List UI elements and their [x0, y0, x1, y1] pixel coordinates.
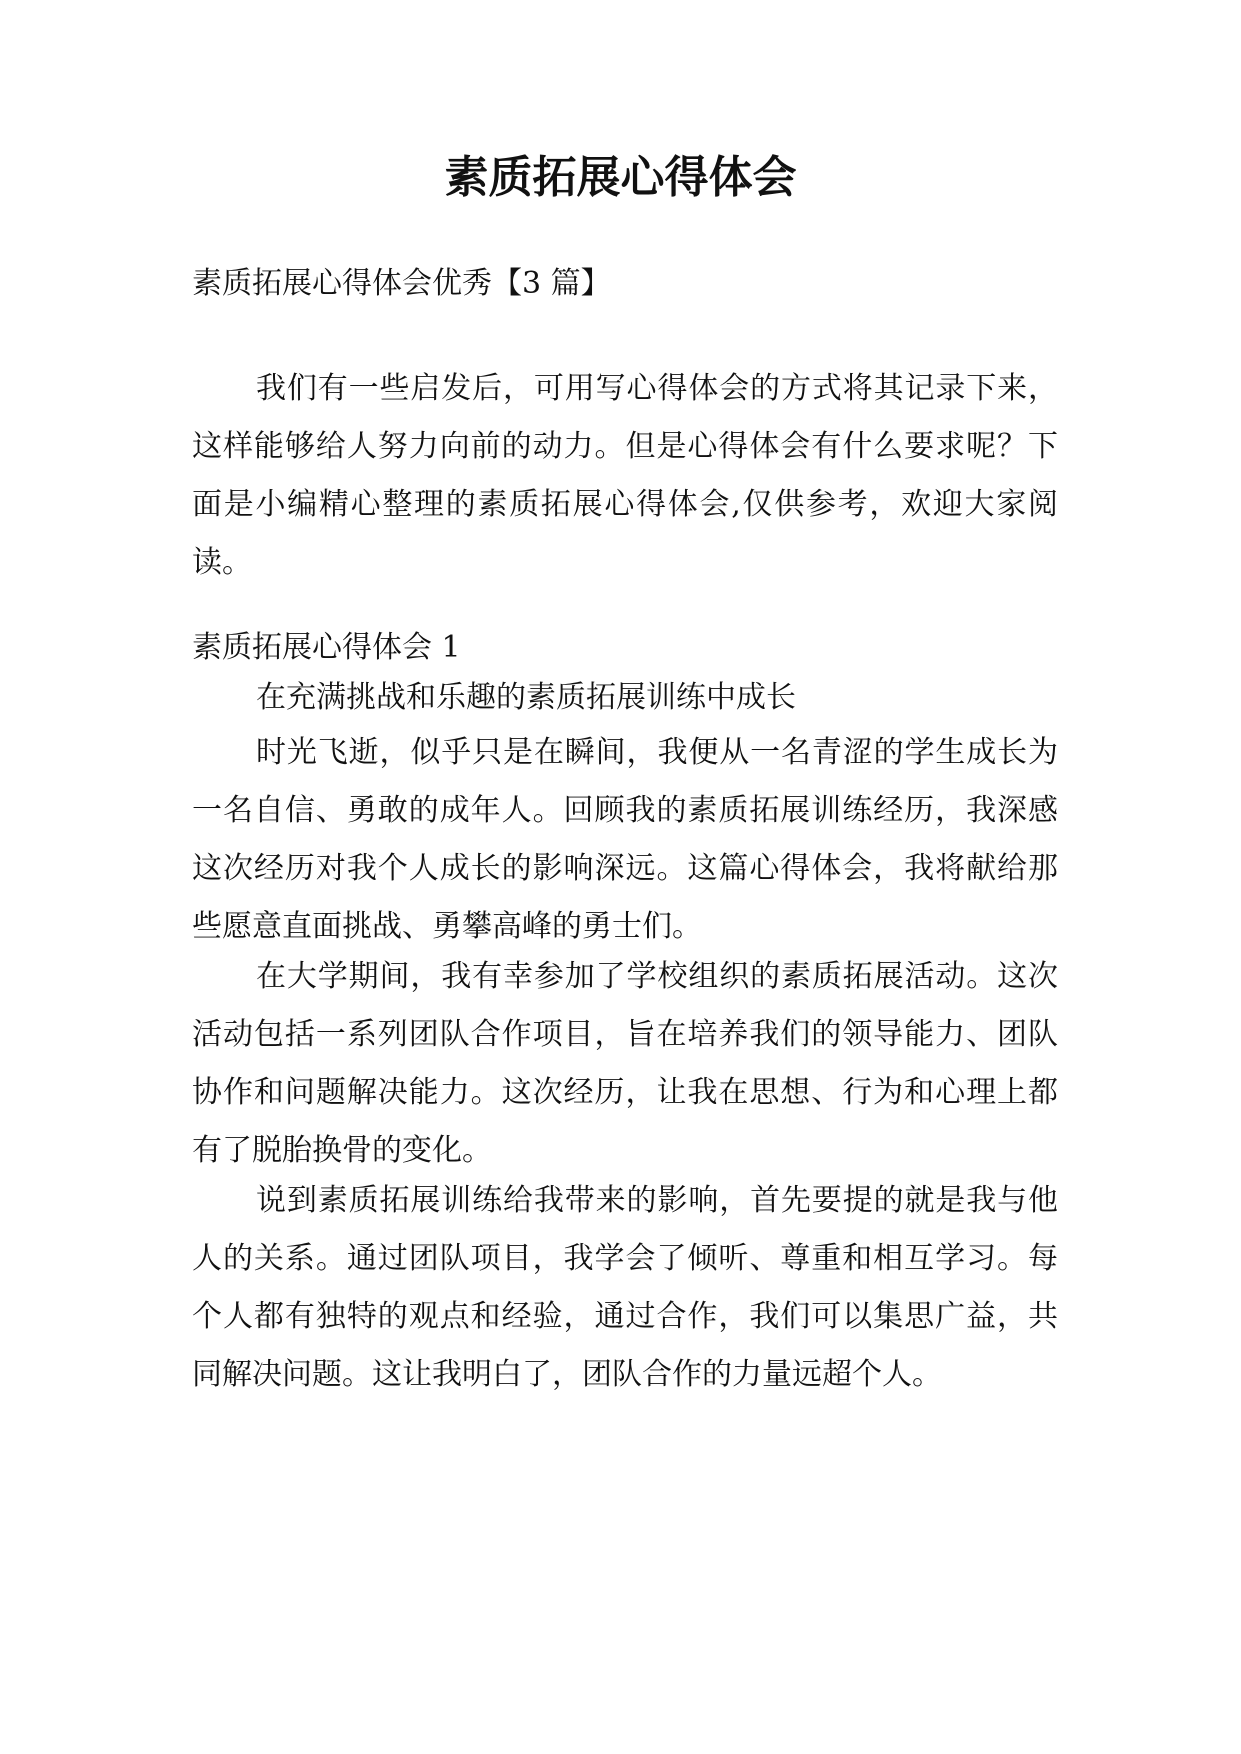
intro-paragraph: 我们有一些启发后，可用写心得体会的方式将其记录下来，这样能够给人努力向前的动力。但是心得体会有什么要求呢？下面是小编精心整理的素质拓展心得体会,仅供参考，欢迎大家阅读。	[192, 371, 1058, 580]
section-heading: 素质拓展心得体会 1	[192, 630, 461, 665]
body-paragraph: 在大学期间，我有幸参加了学校组织的素质拓展活动。这次活动包括一系列团队合作项目，旨在培养我们的领导能力、团队协作和问题解决能力。这次经历，让我在思想、行为和心理上都有了脱胎换骨的变化。	[192, 959, 1058, 1168]
section-subheading: 在充满挑战和乐趣的素质拓展训练中成长	[256, 680, 796, 715]
body-paragraph: 说到素质拓展训练给我带来的影响，首先要提的就是我与他人的关系。通过团队项目，我学会了倾听、尊重和相互学习。每个人都有独特的观点和经验，通过合作，我们可以集思广益，共同解决问题。这让我明白了，团队合作的力量远超个人。	[192, 1183, 1058, 1392]
document-subtitle: 素质拓展心得体会优秀【3 篇】	[192, 266, 611, 301]
document-title: 素质拓展心得体会	[444, 152, 797, 203]
body-paragraph: 时光飞逝，似乎只是在瞬间，我便从一名青涩的学生成长为一名自信、勇敢的成年人。回顾我的素质拓展训练经历，我深感这次经历对我个人成长的影响深远。这篇心得体会，我将献给那些愿意直面挑战、勇攀高峰的勇士们。	[192, 735, 1058, 944]
